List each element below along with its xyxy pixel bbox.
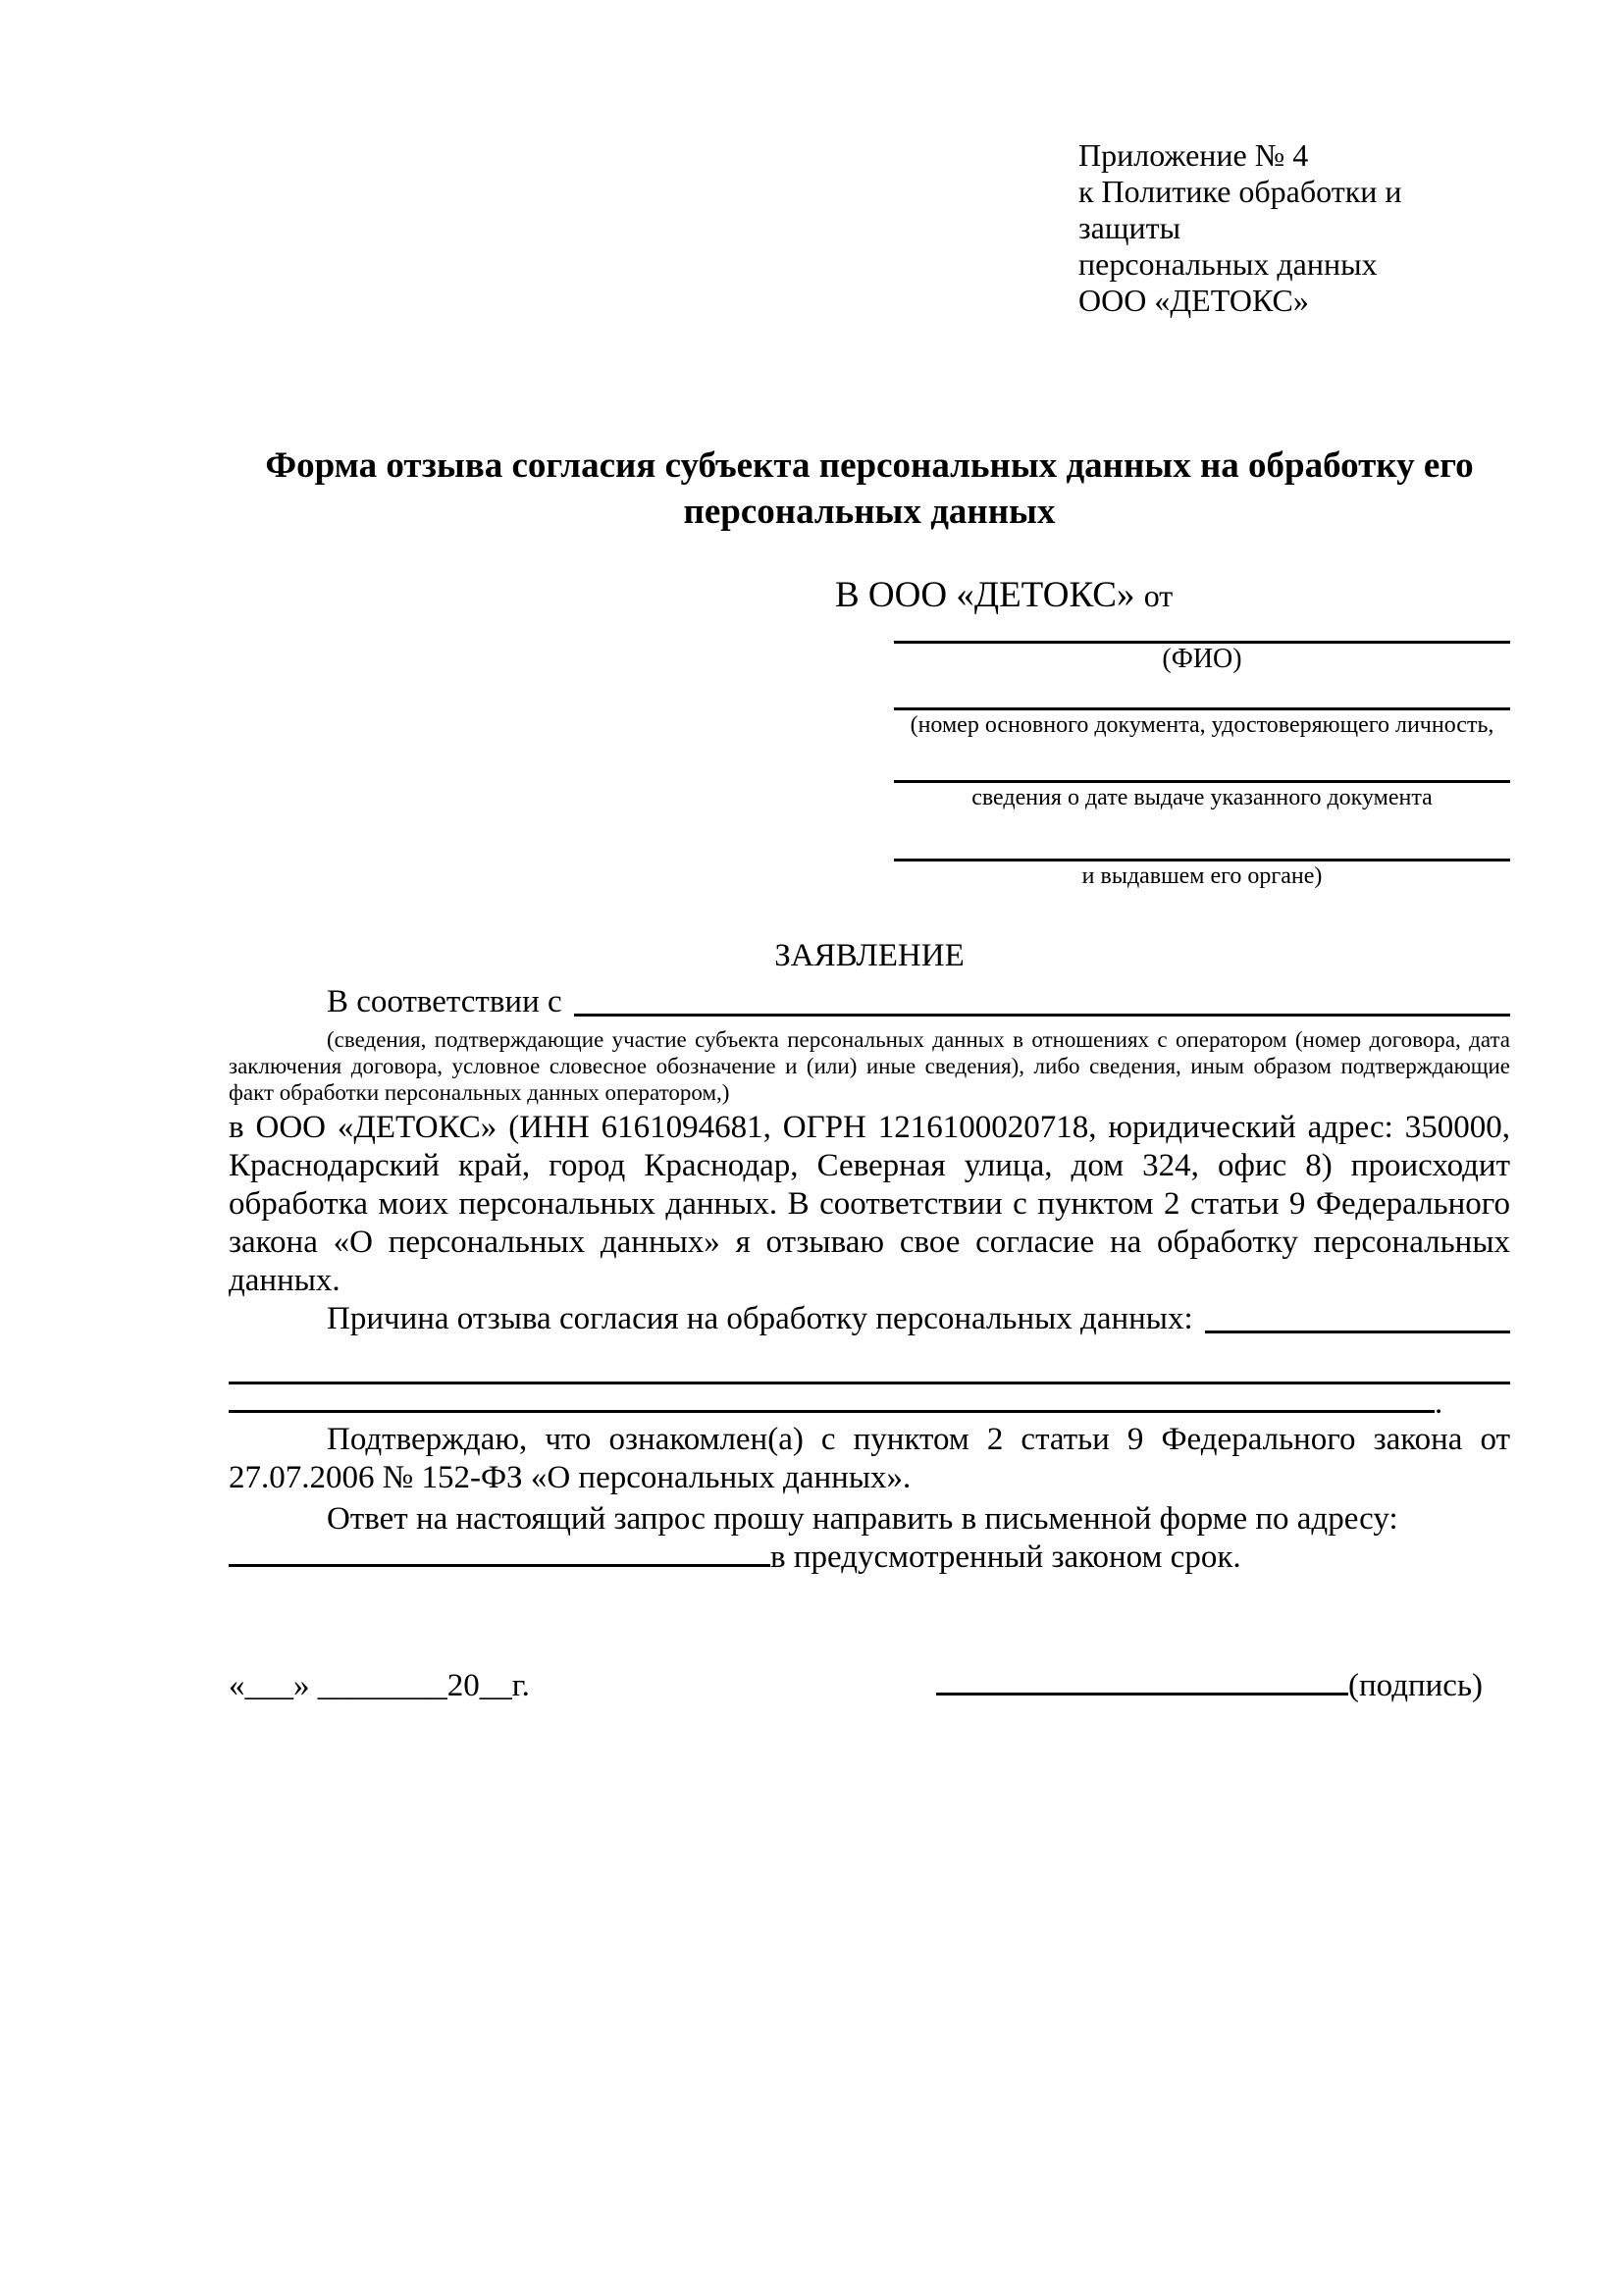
- addressee-from-word: от: [1143, 578, 1174, 613]
- issue-date-caption: сведения о дате выдаче указанного документа: [971, 785, 1433, 810]
- basis-blank-field[interactable]: [574, 1006, 1510, 1017]
- appendix-header: [1078, 137, 1510, 319]
- identity-document-caption: (номер основного документа, удостоверяющего личность,: [910, 712, 1494, 738]
- reason-continuation-row-2: [229, 1384, 1510, 1421]
- reason-blank-field[interactable]: [1205, 1323, 1510, 1333]
- addressee-company: В ООО «ДЕТОКС»: [835, 575, 1135, 615]
- signature-blank-field[interactable]: [936, 1667, 1348, 1696]
- date-blank-field[interactable]: «___» ________20__г.: [229, 1668, 530, 1703]
- basis-row: [229, 983, 1510, 1021]
- appendix-number-line: Приложение № 4: [1078, 137, 1309, 173]
- signature-caption: (подпись): [1348, 1668, 1483, 1703]
- reply-suffix: в предусмотренный законом срок.: [770, 1539, 1241, 1575]
- reason-row: [229, 1300, 1510, 1338]
- signature-area: [936, 1667, 1483, 1705]
- line-end-period: .: [1435, 1385, 1443, 1421]
- statement-heading: ЗАЯВЛЕНИЕ: [774, 938, 965, 973]
- reason-label: Причина отзыва согласия на обработку персональных данных:: [327, 1301, 1193, 1336]
- basis-note: (сведения, подтверждающие участие субъекта персональных данных в отношениях с оператором (номер договора, дата заключения договора, условное словесное обозначение и (или) иные сведения), либо сведения, иным образом подтверждающие факт обработки персональных данных оператором,): [229, 1027, 1510, 1105]
- reply-address-blank-field[interactable]: [229, 1539, 770, 1567]
- issue-date-blank-field[interactable]: [894, 741, 1510, 783]
- reason-continuation-line-1[interactable]: [229, 1354, 1510, 1384]
- fio-caption: (ФИО): [1162, 644, 1242, 674]
- appendix-company-line: ООО «ДЕТОКС»: [1078, 283, 1309, 318]
- addressee-to-line: [835, 574, 1510, 617]
- reason-continuation-line-2[interactable]: [229, 1384, 1435, 1413]
- issue-date-field: [894, 741, 1510, 813]
- reply-request-paragraph: Ответ на настоящий запрос прошу направить в письменной форме по адресу:: [327, 1501, 1398, 1537]
- issuing-authority-blank-field[interactable]: [894, 813, 1510, 861]
- appendix-policy-line-2: персональных данных: [1078, 246, 1378, 282]
- issuing-authority-field: [894, 813, 1510, 892]
- addressee-block: [835, 574, 1510, 892]
- appendix-policy-line: к Политике обработки и защиты: [1078, 174, 1402, 245]
- identity-document-field: [894, 674, 1510, 741]
- issuing-authority-caption: и выдавшем его органе): [1081, 863, 1323, 889]
- confirmation-paragraph: Подтверждаю, что ознакомлен(а) с пунктом 2 статьи 9 Федерального закона от 27.07.2006 № 152-ФЗ «О персональных данных».: [229, 1422, 1510, 1495]
- basis-label: В соответствии с: [327, 984, 562, 1019]
- reply-address-row: [229, 1539, 1510, 1577]
- document-title: Форма отзыва согласия субъекта персональных данных на обработку его персональных данных: [265, 445, 1474, 532]
- signing-row: [229, 1667, 1510, 1705]
- identity-document-blank-field[interactable]: [894, 674, 1510, 710]
- statement-body-paragraph: в ООО «ДЕТОКС» (ИНН 6161094681, ОГРН 1216100020718, юридический адрес: 350000, Краснодарский край, город Краснодар, Северная улица, дом 324, офис 8) происходит обработка моих персональных данных. В соответствии с пунктом 2 статьи 9 Федерального закона «О персональных данных» я отзываю свое согласие на обработку персональных данных.: [229, 1110, 1510, 1298]
- fio-field: [894, 617, 1510, 674]
- fio-blank-field[interactable]: [894, 617, 1510, 644]
